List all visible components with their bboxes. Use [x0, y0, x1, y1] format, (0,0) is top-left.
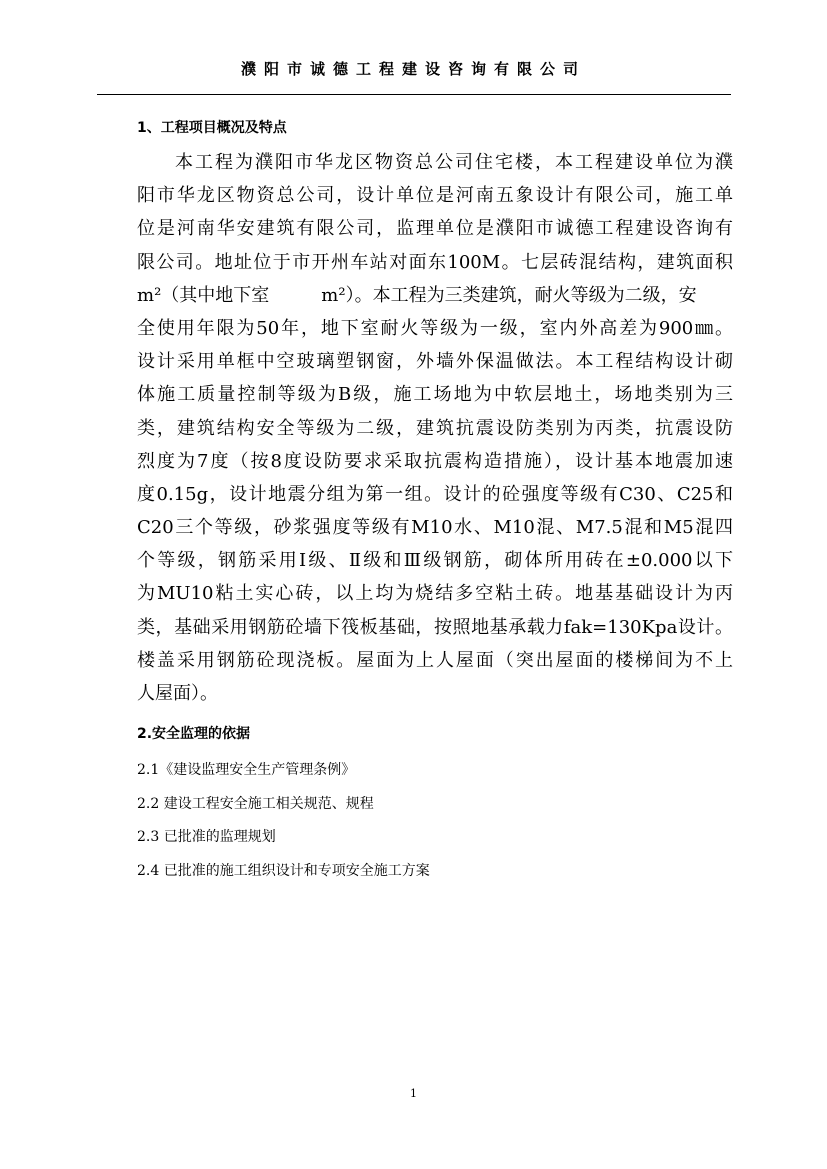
page-number: 1: [410, 1087, 417, 1100]
basis-list-item: 2.3 已批准的监理规划: [137, 829, 276, 846]
paragraph-line: 度0.15g，设计地震分组为第一组。设计的砼强度等级有C30、C25和: [137, 483, 733, 505]
page-header-company: 濮阳市诚德工程建设咨询有限公司: [240, 60, 586, 78]
paragraph-line: C20三个等级，砂浆强度等级有M10水、M10混、M7.5混和M5混四: [137, 517, 733, 539]
paragraph-line: 体施工质量控制等级为B级，施工场地为中软层地土，场地类别为三: [137, 384, 733, 406]
section-2-heading: 2.安全监理的依据: [137, 726, 251, 743]
paragraph-line: 本工程为濮阳市华龙区物资总公司住宅楼，本工程建设单位为濮: [175, 152, 733, 173]
paragraph-line: 烈度为7度（按8度设防要求采取抗震构造措施），设计基本地震加速: [137, 450, 733, 472]
paragraph-line: 个等级，钢筋采用Ⅰ级、Ⅱ级和Ⅲ级钢筋，砌体所用砖在±0.000以下: [137, 550, 733, 572]
paragraph-line-area: [137, 279, 733, 312]
paragraph-line: 阳市华龙区物资总公司，设计单位是河南五象设计有限公司，施工单: [137, 185, 733, 207]
paragraph-line: 全使用年限为50年，地下室耐火等级为一级，室内外高差为900㎜。: [137, 317, 733, 339]
paragraph-line: 楼盖采用钢筋砼现浇板。屋面为上人屋面（突出屋面的楼梯间为不上: [137, 649, 733, 671]
paragraph-line: 限公司。地址位于市开州车站对面东100M。七层砖混结构，建筑面积: [137, 251, 733, 273]
basis-list-item: 2.4 已批准的施工组织设计和专项安全施工方案: [137, 862, 430, 879]
area-text-part-2: m²）。本工程为三类建筑，耐火等级为二级，安: [321, 284, 697, 306]
paragraph-line: 类，基础采用钢筋砼墙下筏板基础，按照地基承载力fak=130Kpa设计。: [137, 616, 733, 638]
area-text-part-1: m²（其中地下室: [137, 284, 270, 306]
paragraph-line: 位是河南华安建筑有限公司，监理单位是濮阳市诚德工程建设咨询有: [137, 218, 733, 240]
document-body: [137, 118, 733, 888]
paragraph-line: 为MU10粘土实心砖，以上均为烧结多空粘土砖。地基基础设计为丙: [137, 583, 733, 605]
paragraph-line: 设计采用单框中空玻璃塑钢窗，外墙外保温做法。本工程结构设计砌: [137, 351, 733, 373]
header-divider: [97, 94, 731, 95]
section-1-heading: 1、工程项目概况及特点: [137, 120, 287, 136]
paragraph-line: 人屋面）。: [137, 683, 218, 704]
basis-list-item: 2.2 建设工程安全施工相关规范、规程: [137, 795, 374, 812]
paragraph-line: 类，建筑结构安全等级为二级，建筑抗震设防类别为丙类，抗震设防: [137, 417, 733, 439]
basis-list-item: 2.1《建设监理安全生产管理条例》: [137, 762, 356, 779]
